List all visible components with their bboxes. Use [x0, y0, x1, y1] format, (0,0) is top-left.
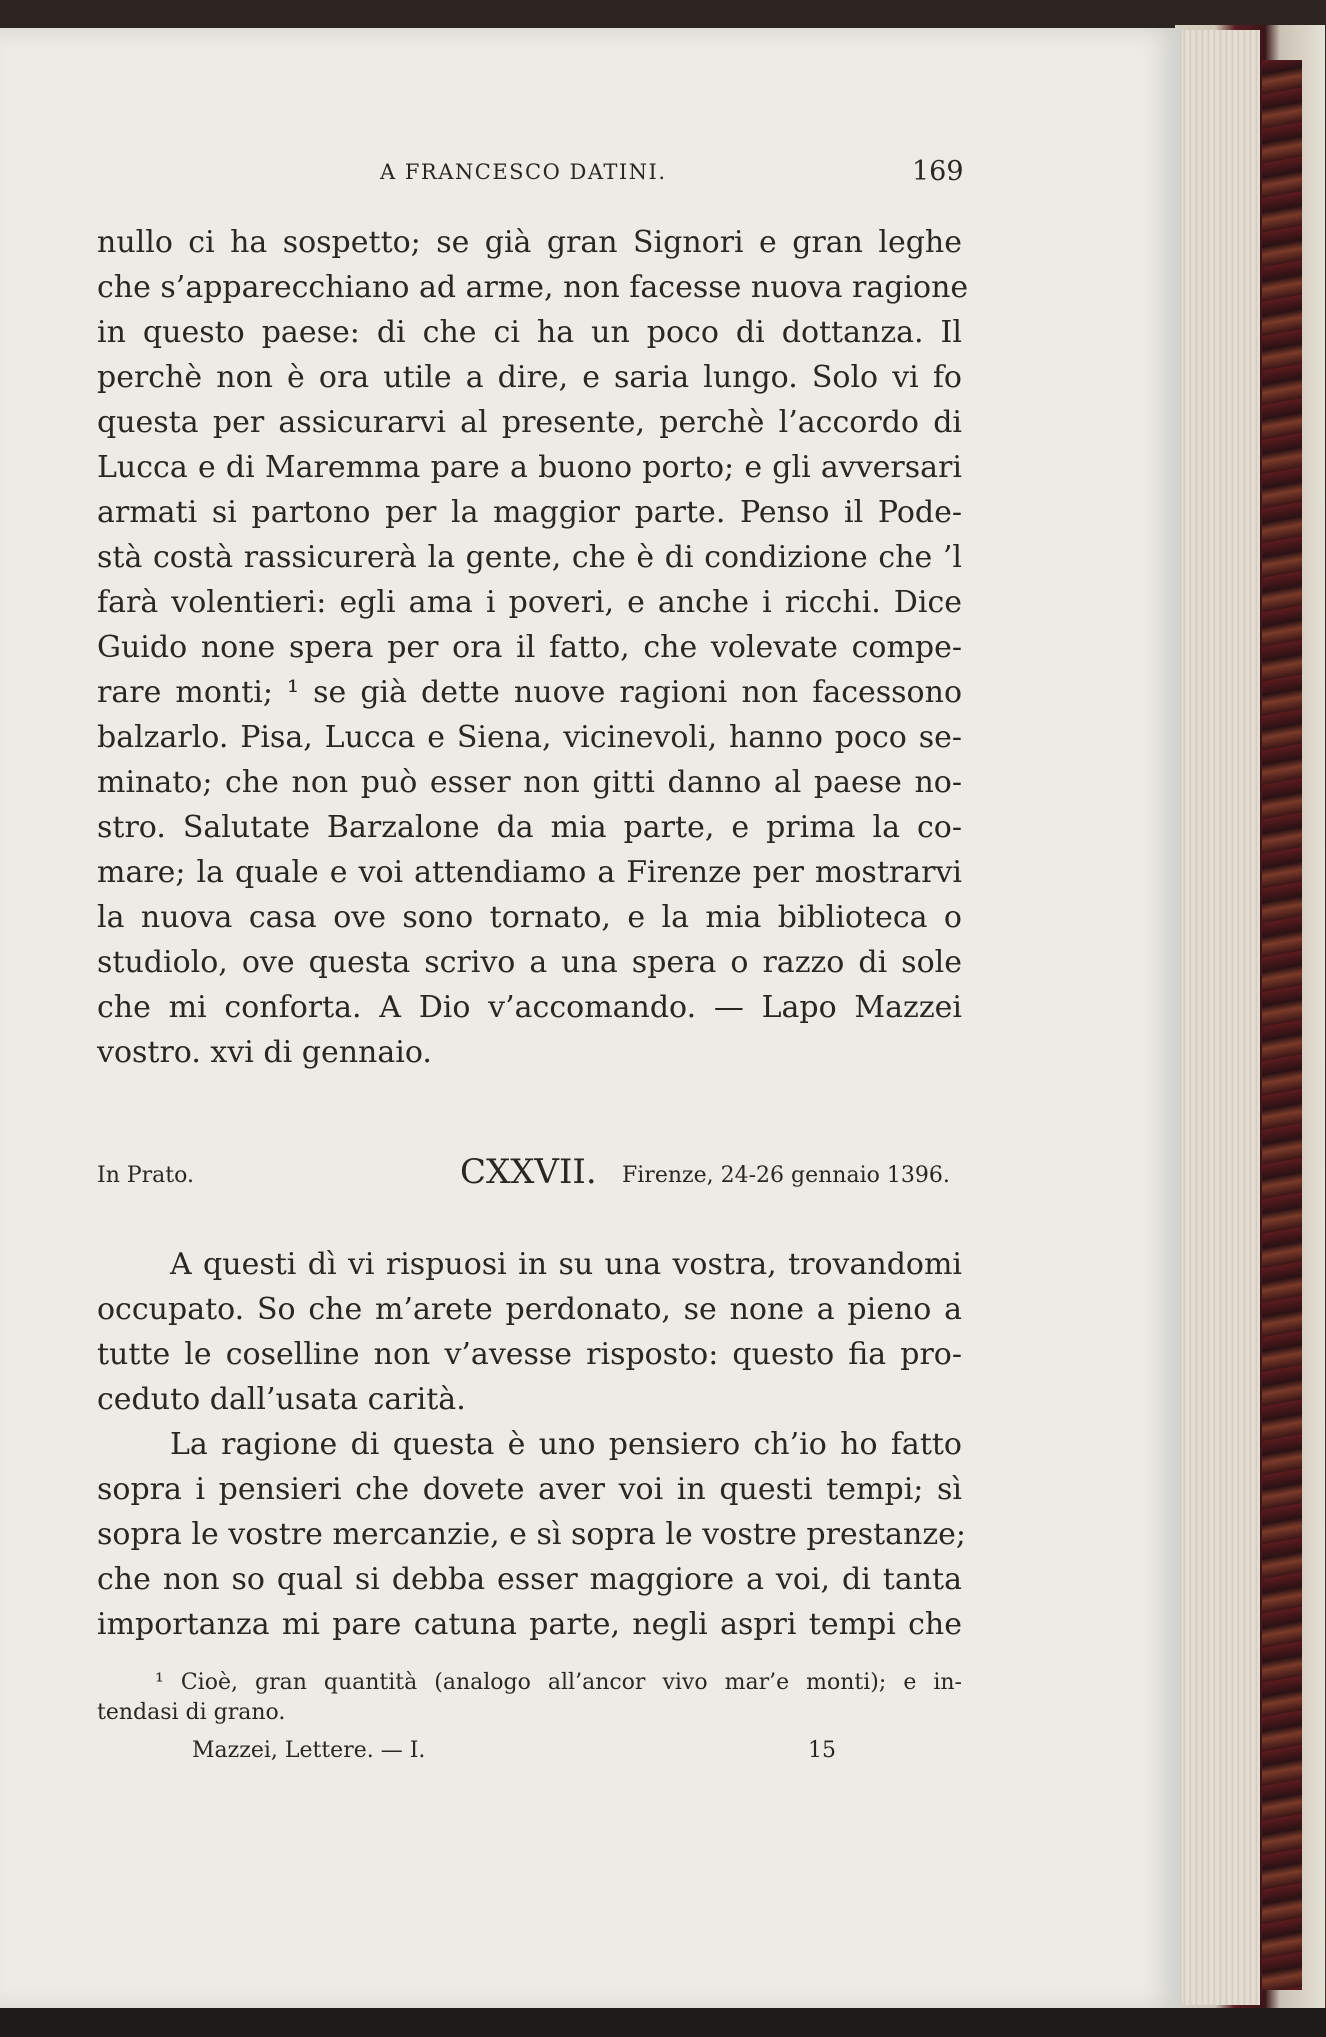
- letter-number: CXXVII.: [460, 1152, 597, 1192]
- text-line: occupato. So che m’arete perdonato, se none a pieno a: [97, 1292, 962, 1327]
- text-line: Guido none spera per ora il fatto, che volevate compe-: [97, 630, 962, 665]
- footnote-line: tendasi di grano.: [97, 1700, 286, 1725]
- text-line: che non so qual si debba esser maggiore a voi, di tanta: [97, 1562, 962, 1597]
- text-line: vostro. xvi di gennaio.: [97, 1035, 432, 1070]
- text-line: la nuova casa ove sono tornato, e la mia biblioteca o: [97, 900, 962, 935]
- text-line: minato; che non può esser non gitti danno al paese no-: [97, 765, 962, 800]
- text-line: rare monti; ¹ se già dette nuove ragioni non facessono: [97, 675, 962, 710]
- text-line: sopra i pensieri che dovete aver voi in questi tempi; sì: [97, 1472, 962, 1507]
- text-line: perchè non è ora utile a dire, e saria lungo. Solo vi fo: [97, 360, 962, 395]
- place-date: Firenze, 24-26 gennaio 1396.: [622, 1163, 950, 1188]
- marbled-cover: [1262, 60, 1302, 1990]
- text-line: La ragione di questa è uno pensiero ch’io ho fatto: [170, 1427, 962, 1462]
- signature-mark: Mazzei, Lettere. — I.: [192, 1738, 426, 1763]
- text-line: questa per assicurarvi al presente, perchè l’accordo di: [97, 405, 962, 440]
- text-line: nullo ci ha sospetto; se già gran Signori e gran leghe: [97, 225, 962, 260]
- text-line: importanza mi pare catuna parte, negli aspri tempi che: [97, 1607, 962, 1642]
- text-line: Lucca e di Maremma pare a buono porto; e gli avversari: [97, 450, 962, 485]
- text-line: tutte le coselline non v’avesse risposto: questo fia pro-: [97, 1337, 962, 1372]
- text-line: farà volentieri: egli ama i poveri, e anche i ricchi. Dice: [97, 585, 962, 620]
- text-line: ceduto dall’usata carità.: [97, 1382, 466, 1417]
- text-line: A questi dì vi rispuosi in su una vostra, trovandomi: [170, 1247, 962, 1282]
- running-title: A FRANCESCO DATINI.: [380, 160, 667, 184]
- footnote-line: ¹ Cioè, gran quantità (analogo all’ancor vivo mar’e monti); e in-: [155, 1670, 962, 1695]
- addressee: In Prato.: [97, 1163, 194, 1188]
- text-line: stro. Salutate Barzalone da mia parte, e prima la co-: [97, 810, 962, 845]
- text-line: stà costà rassicurerà la gente, che è di condizione che ’l: [97, 540, 962, 575]
- signature-number: 15: [808, 1738, 836, 1763]
- text-line: studiolo, ove questa scrivo a una spera o razzo di sole: [97, 945, 962, 980]
- text-line: che mi conforta. A Dio v’accomando. — Lapo Mazzei: [97, 990, 962, 1025]
- text-line: mare; la quale e voi attendiamo a Firenze per mostrarvi: [97, 855, 962, 890]
- page-edges: [1180, 30, 1260, 2005]
- text-line: sopra le vostre mercanzie, e sì sopra le vostre prestanze;: [97, 1517, 967, 1552]
- text-line: in questo paese: di che ci ha un poco di dottanza. Il: [97, 315, 962, 350]
- text-line: armati si partono per la maggior parte. Penso il Pode-: [97, 495, 962, 530]
- page-number: 169: [912, 156, 964, 187]
- text-line: che s’apparecchiano ad arme, non facesse nuova ragione: [97, 270, 969, 305]
- text-line: balzarlo. Pisa, Lucca e Siena, vicinevoli, hanno poco se-: [97, 720, 962, 755]
- bottom-edge: [0, 2008, 1326, 2037]
